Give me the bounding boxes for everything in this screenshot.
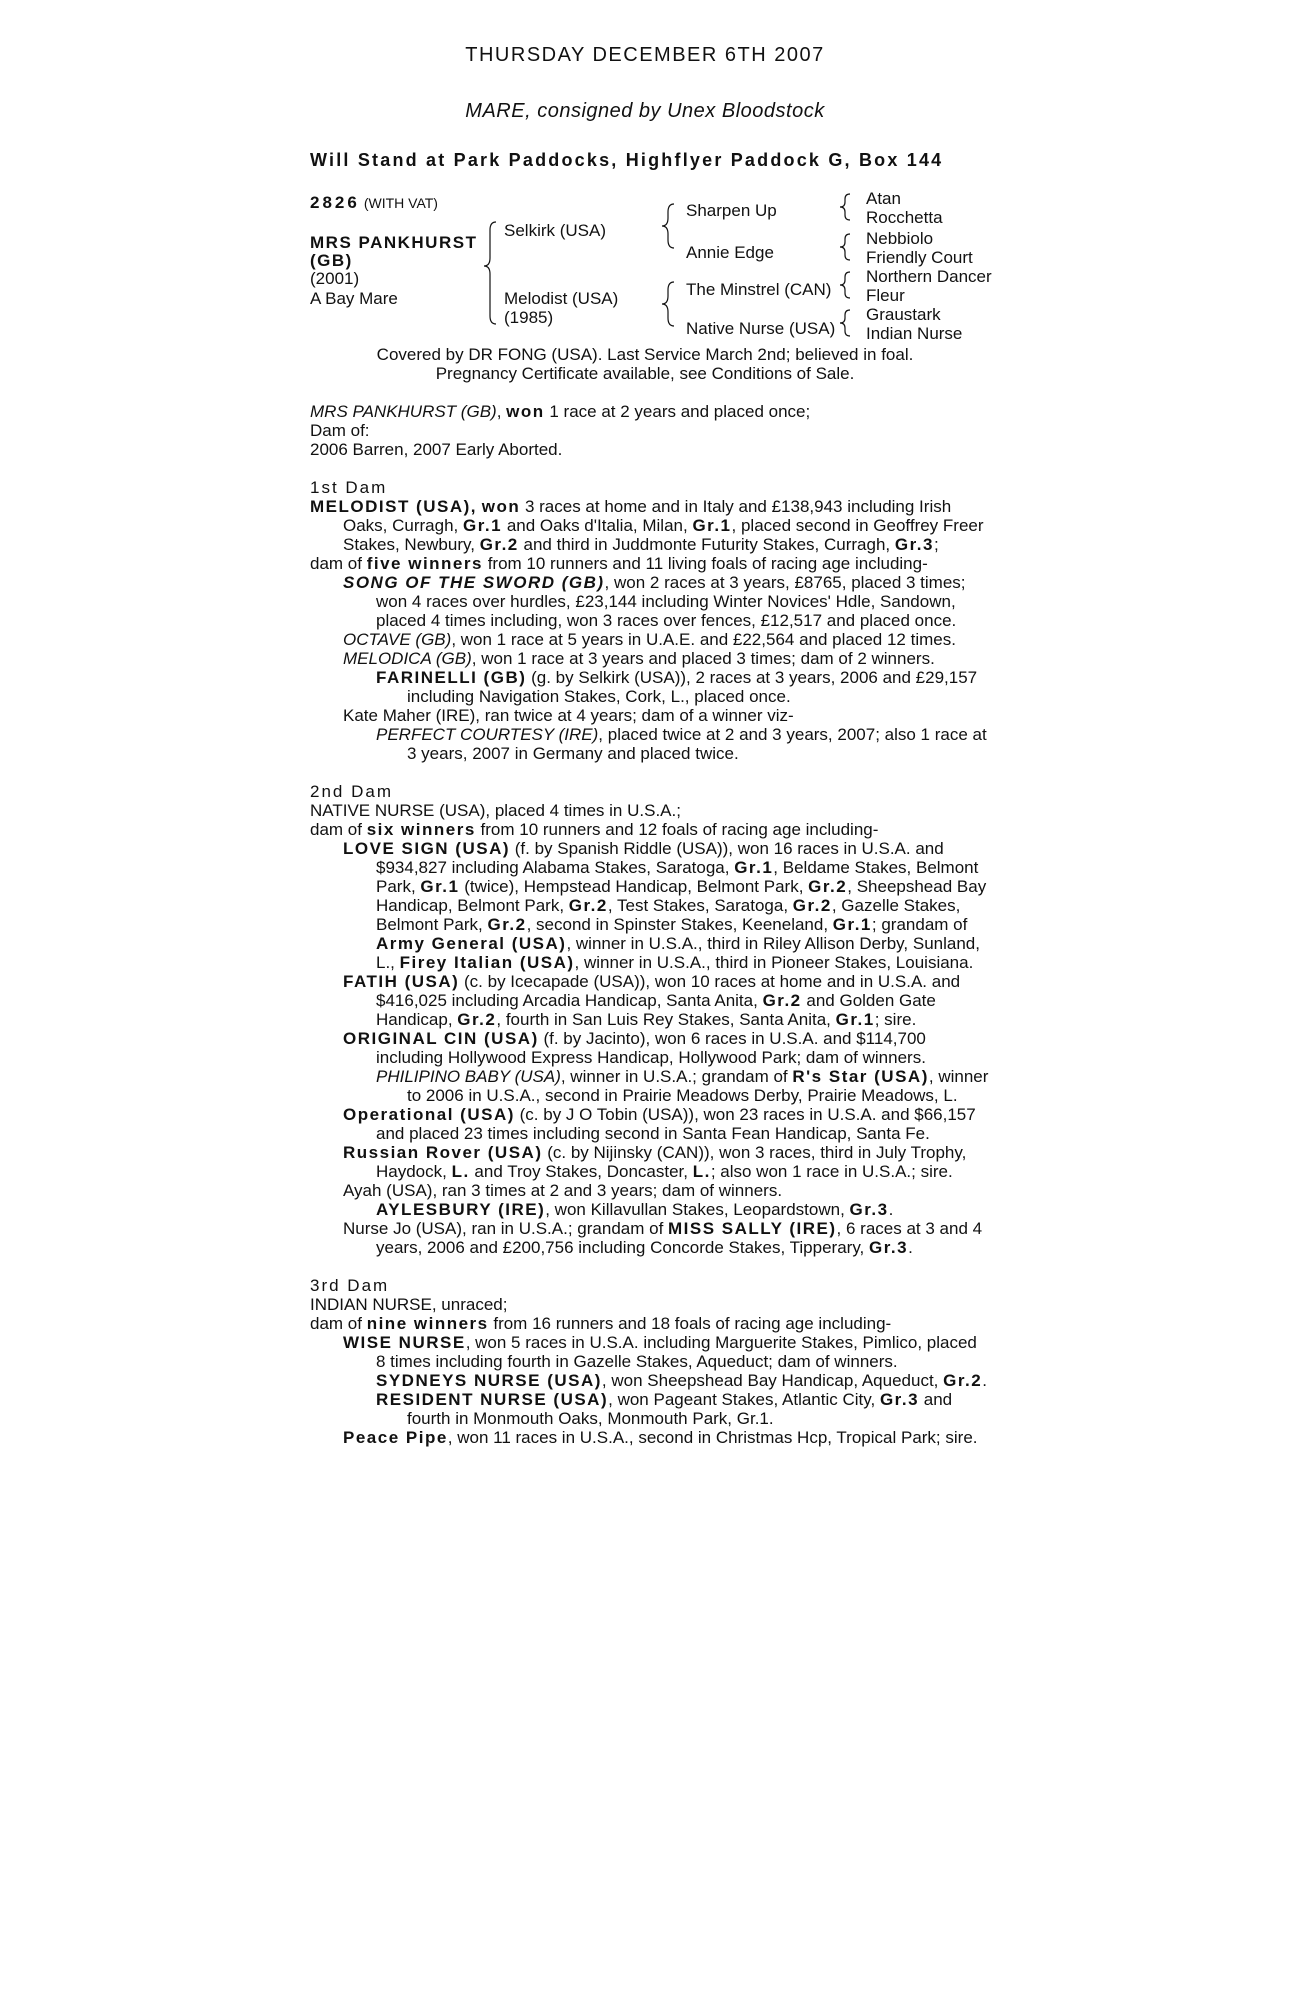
great-grandparent-3: Nebbiolo	[866, 229, 934, 248]
won-label: won	[481, 497, 521, 516]
grade: Gr.1	[463, 516, 503, 535]
text: (twice), Hempstead Handicap, Belmont Park,	[459, 877, 809, 896]
grade: Gr.1	[420, 877, 460, 896]
certificate-line: Pregnancy Certificate available, see Conditions of Sale.	[435, 364, 855, 383]
horse-origin: (GB)	[310, 251, 353, 270]
grade: Gr.2	[479, 535, 519, 554]
winners-count: six winners	[366, 820, 476, 839]
text: dam of	[310, 1314, 367, 1333]
consignor-line: MARE, consigned by Unex Bloodstock	[465, 100, 825, 122]
list-item	[310, 934, 990, 953]
text: Handicap, Belmont Park,	[376, 896, 569, 915]
list-item	[310, 1162, 990, 1181]
grade: Gr.1	[734, 858, 774, 877]
list-item	[310, 820, 990, 839]
text: and Oaks d'Italia, Milan,	[502, 516, 693, 535]
text: ; grandam of	[871, 915, 968, 934]
offspring-name: SONG OF THE SWORD (GB)	[343, 573, 605, 592]
text: ; also won 1 race in U.S.A.; sire.	[710, 1162, 953, 1181]
list-item: including Hollywood Express Handicap, Hollywood Park; dam of winners.	[376, 1048, 926, 1067]
sire-sire: Sharpen Up	[686, 201, 777, 220]
offspring-name: FARINELLI (GB)	[376, 668, 527, 687]
sire-dam: Annie Edge	[686, 243, 774, 262]
list-item: won 4 races over hurdles, £23,144 including Winter Novices' Hdle, Sandown,	[376, 592, 956, 611]
text: (f. by Jacinto), won 6 races in U.S.A. and $114,700	[538, 1029, 926, 1048]
list-item	[310, 1143, 990, 1162]
offspring-name: PHILIPINO BABY (USA)	[376, 1067, 561, 1086]
offspring-name: Army General (USA)	[376, 934, 567, 953]
text: dam of	[310, 820, 367, 839]
offspring-name: R's Star (USA)	[792, 1067, 929, 1086]
dam-name: MELODIST (USA),	[310, 497, 477, 516]
list-item: 8 times including fourth in Gazelle Stakes, Aqueduct; dam of winners.	[376, 1352, 898, 1371]
list-item	[310, 877, 990, 896]
second-dam-section	[310, 782, 990, 1257]
grade: L.	[451, 1162, 470, 1181]
text: , Beldame Stakes, Belmont	[773, 858, 979, 877]
offspring-name: MELODICA (GB)	[343, 649, 472, 668]
list-item	[310, 858, 990, 877]
text: Handicap,	[376, 1010, 458, 1029]
offspring-name: MISS SALLY (IRE)	[668, 1219, 837, 1238]
text: and Golden Gate	[801, 991, 936, 1010]
text: Haydock,	[376, 1162, 452, 1181]
text: .	[888, 1200, 894, 1219]
list-item	[310, 1390, 990, 1409]
text: , won Killavullan Stakes, Leopardstown,	[545, 1200, 850, 1219]
list-item	[310, 1105, 990, 1124]
great-grandparent-8: Indian Nurse	[866, 324, 963, 343]
text: Oaks, Curragh,	[343, 516, 463, 535]
list-item	[310, 535, 990, 554]
list-item	[310, 1029, 990, 1048]
sire: Selkirk (USA)	[504, 221, 607, 240]
text: ; sire.	[874, 1010, 917, 1029]
text: and Troy Stakes, Doncaster,	[469, 1162, 693, 1181]
list-item	[310, 896, 990, 915]
text: , won 5 races in U.S.A. including Marguerite Stakes, Pimlico, placed	[465, 1333, 977, 1352]
grade: Gr.2	[487, 915, 527, 934]
text: $934,827 including Alabama Stakes, Saratoga,	[376, 858, 735, 877]
text: , Test Stakes, Saratoga,	[607, 896, 793, 915]
horse-description: A Bay Mare	[310, 289, 398, 308]
won-label: won	[506, 402, 545, 421]
great-grandparent-7: Graustark	[866, 305, 941, 324]
produce-record: 2006 Barren, 2007 Early Aborted.	[310, 440, 563, 459]
grade: Gr.1	[835, 1010, 875, 1029]
grade: Gr.2	[943, 1371, 983, 1390]
third-dam-heading: 3rd Dam	[310, 1276, 390, 1295]
text: from 10 runners and 12 foals of racing age including-	[475, 820, 879, 839]
text: (c. by Nijinsky (CAN)), won 3 races, third in July Trophy,	[542, 1143, 967, 1162]
text: Belmont Park,	[376, 915, 488, 934]
grade: Gr.2	[792, 896, 832, 915]
text: , winner	[928, 1067, 989, 1086]
list-item	[310, 554, 990, 573]
intro-rest: 1 race at 2 years and placed once;	[544, 402, 811, 421]
text: ;	[933, 535, 939, 554]
dam-dam: Native Nurse (USA)	[686, 319, 836, 338]
list-item	[310, 1200, 990, 1219]
third-dam-section	[310, 1276, 990, 1447]
offspring-name: LOVE SIGN (USA)	[343, 839, 511, 858]
text: , Sheepshead Bay	[847, 877, 987, 896]
sale-date: THURSDAY DECEMBER 6TH 2007	[465, 44, 825, 66]
second-dam-heading: 2nd Dam	[310, 782, 393, 801]
list-item	[310, 1238, 990, 1257]
grade: Gr.3	[849, 1200, 889, 1219]
list-item	[310, 497, 990, 516]
offspring-name: WISE NURSE	[343, 1333, 466, 1352]
first-dam-section	[310, 478, 990, 763]
offspring-name: Russian Rover (USA)	[343, 1143, 543, 1162]
list-item: 3 years, 2007 in Germany and placed twice.	[407, 744, 739, 763]
horse-name-italic: MRS PANKHURST (GB)	[310, 402, 497, 421]
dam-sire: The Minstrel (CAN)	[686, 280, 832, 299]
list-item	[310, 573, 990, 592]
list-item	[310, 668, 990, 687]
list-item: Kate Maher (IRE), ran twice at 4 years; dam of a winner viz-	[343, 706, 794, 725]
stabling-line: Will Stand at Park Paddocks, Highflyer Paddock G, Box 144	[310, 150, 944, 170]
offspring-name: SYDNEYS NURSE (USA)	[376, 1371, 602, 1390]
list-item	[310, 953, 990, 972]
list-item	[310, 1219, 990, 1238]
text: from 10 runners and 11 living foals of racing age including-	[482, 554, 928, 573]
lot-number: 2826	[310, 193, 360, 212]
grade: Gr.3	[879, 1390, 920, 1409]
dam-of-label: Dam of:	[310, 421, 370, 440]
text: years, 2006 and £200,756 including Concorde Stakes, Tipperary,	[376, 1238, 869, 1257]
grade: Gr.3	[869, 1238, 909, 1257]
offspring-name: Peace Pipe	[343, 1428, 448, 1447]
grade: Gr.2	[457, 1010, 497, 1029]
text: .	[982, 1371, 987, 1390]
list-item: fourth in Monmouth Oaks, Monmouth Park, Gr.1.	[407, 1409, 774, 1428]
list-item	[310, 1371, 990, 1390]
great-grandparent-6: Fleur	[866, 286, 905, 305]
grade: Gr.1	[692, 516, 732, 535]
dam-year: (1985)	[504, 308, 554, 327]
text: , Gazelle Stakes,	[831, 896, 961, 915]
offspring-name: RESIDENT NURSE (USA)	[376, 1390, 609, 1409]
text: , won Sheepshead Bay Handicap, Aqueduct,	[601, 1371, 944, 1390]
offspring-name: Operational (USA)	[343, 1105, 515, 1124]
list-item: NATIVE NURSE (USA), placed 4 times in U.S.A.;	[310, 801, 681, 820]
list-item: including Navigation Stakes, Cork, L., placed once.	[407, 687, 791, 706]
offspring-name: PERFECT COURTESY (IRE)	[376, 725, 599, 744]
text: Nurse Jo (USA), ran in U.S.A.; grandam of	[343, 1219, 669, 1238]
text: , placed twice at 2 and 3 years, 2007; also 1 race at	[598, 725, 987, 744]
text: (c. by J O Tobin (USA)), won 23 races in U.S.A. and $66,157	[514, 1105, 976, 1124]
text: dam of	[310, 554, 367, 573]
grade: Gr.2	[568, 896, 608, 915]
list-item	[310, 1067, 990, 1086]
grade: Gr.2	[762, 991, 802, 1010]
text: , winner in U.S.A., third in Riley Allison Derby, Sunland,	[566, 934, 980, 953]
list-item	[310, 1314, 990, 1333]
covered-line: Covered by DR FONG (USA). Last Service March 2nd; believed in foal.	[376, 345, 914, 364]
list-item	[310, 839, 990, 858]
text: Stakes, Newbury,	[343, 535, 480, 554]
great-grandparent-1: Atan	[866, 189, 901, 208]
text: and third in Juddmonte Futurity Stakes, Curragh,	[518, 535, 895, 554]
list-item	[310, 649, 990, 668]
offspring-name: Firey Italian (USA)	[399, 953, 575, 972]
offspring-name: FATIH (USA)	[343, 972, 460, 991]
list-item	[310, 516, 990, 535]
text: , won Pageant Stakes, Atlantic City,	[608, 1390, 880, 1409]
list-item: and placed 23 times including second in Santa Fean Handicap, Santa Fe.	[376, 1124, 930, 1143]
great-grandparent-2: Rocchetta	[866, 208, 943, 227]
text: L.,	[376, 953, 400, 972]
list-item: placed 4 times including, won 3 races over fences, £12,517 and placed once.	[376, 611, 957, 630]
text: $416,025 including Arcadia Handicap, Santa Anita,	[376, 991, 763, 1010]
horse-name: MRS PANKHURST	[310, 233, 478, 252]
offspring-name: OCTAVE (GB)	[343, 630, 452, 649]
text: , won 2 races at 3 years, £8765, placed 3 times;	[604, 573, 966, 592]
text: , won 1 race at 5 years in U.A.E. and £22,564 and placed 12 times.	[451, 630, 956, 649]
grade: Gr.3	[894, 535, 934, 554]
list-item	[310, 1428, 990, 1447]
text: (g. by Selkirk (USA)), 2 races at 3 years, 2006 and £29,157	[526, 668, 978, 687]
text: Park,	[376, 877, 421, 896]
winners-count: five winners	[366, 554, 483, 573]
lot-number-line	[310, 194, 438, 212]
list-item	[310, 915, 990, 934]
list-item	[310, 991, 990, 1010]
grade: Gr.2	[808, 877, 848, 896]
list-item	[310, 972, 990, 991]
text: , won 1 race at 3 years and placed 3 times; dam of 2 winners.	[471, 649, 935, 668]
list-item	[310, 630, 990, 649]
text: , won 11 races in U.S.A., second in Christmas Hcp, Tropical Park; sire.	[447, 1428, 978, 1447]
text: , 6 races at 3 and 4	[836, 1219, 983, 1238]
text: from 16 runners and 18 foals of racing age including-	[488, 1314, 892, 1333]
text: (c. by Icecapade (USA)), won 10 races at home and in U.S.A. and	[459, 972, 961, 991]
text: (f. by Spanish Riddle (USA)), won 16 races in U.S.A. and	[510, 839, 944, 858]
list-item	[310, 1010, 990, 1029]
text: , fourth in San Luis Rey Stakes, Santa Anita,	[496, 1010, 836, 1029]
text: and	[919, 1390, 953, 1409]
text: .	[908, 1238, 913, 1257]
horse-year: (2001)	[310, 269, 360, 288]
text: , placed second in Geoffrey Freer	[731, 516, 984, 535]
pedigree-table	[310, 190, 1010, 350]
intro-line: MRS PANKHURST (GB), won 1 race at 2 years and placed once;	[310, 402, 811, 421]
list-item: INDIAN NURSE, unraced;	[310, 1295, 508, 1314]
winners-count: nine winners	[366, 1314, 489, 1333]
dam: Melodist (USA)	[504, 289, 619, 308]
text: , winner in U.S.A., third in Pioneer Stakes, Louisiana.	[574, 953, 974, 972]
great-grandparent-4: Friendly Court	[866, 248, 973, 267]
offspring-name: AYLESBURY (IRE)	[376, 1200, 546, 1219]
text: , second in Spinster Stakes, Keeneland,	[526, 915, 833, 934]
great-grandparent-5: Northern Dancer	[866, 267, 992, 286]
grade: L.	[692, 1162, 711, 1181]
list-item	[310, 725, 990, 744]
list-item: to 2006 in U.S.A., second in Prairie Meadows Derby, Prairie Meadows, L.	[407, 1086, 958, 1105]
list-item	[310, 1333, 990, 1352]
first-dam-heading: 1st Dam	[310, 478, 388, 497]
list-item: Ayah (USA), ran 3 times at 2 and 3 years; dam of winners.	[343, 1181, 783, 1200]
text: , winner in U.S.A.; grandam of	[560, 1067, 793, 1086]
grade: Gr.1	[832, 915, 872, 934]
text: 3 races at home and in Italy and £138,943 including Irish	[520, 497, 952, 516]
vat-label: (WITH VAT)	[363, 195, 438, 211]
offspring-name: ORIGINAL CIN (USA)	[343, 1029, 539, 1048]
